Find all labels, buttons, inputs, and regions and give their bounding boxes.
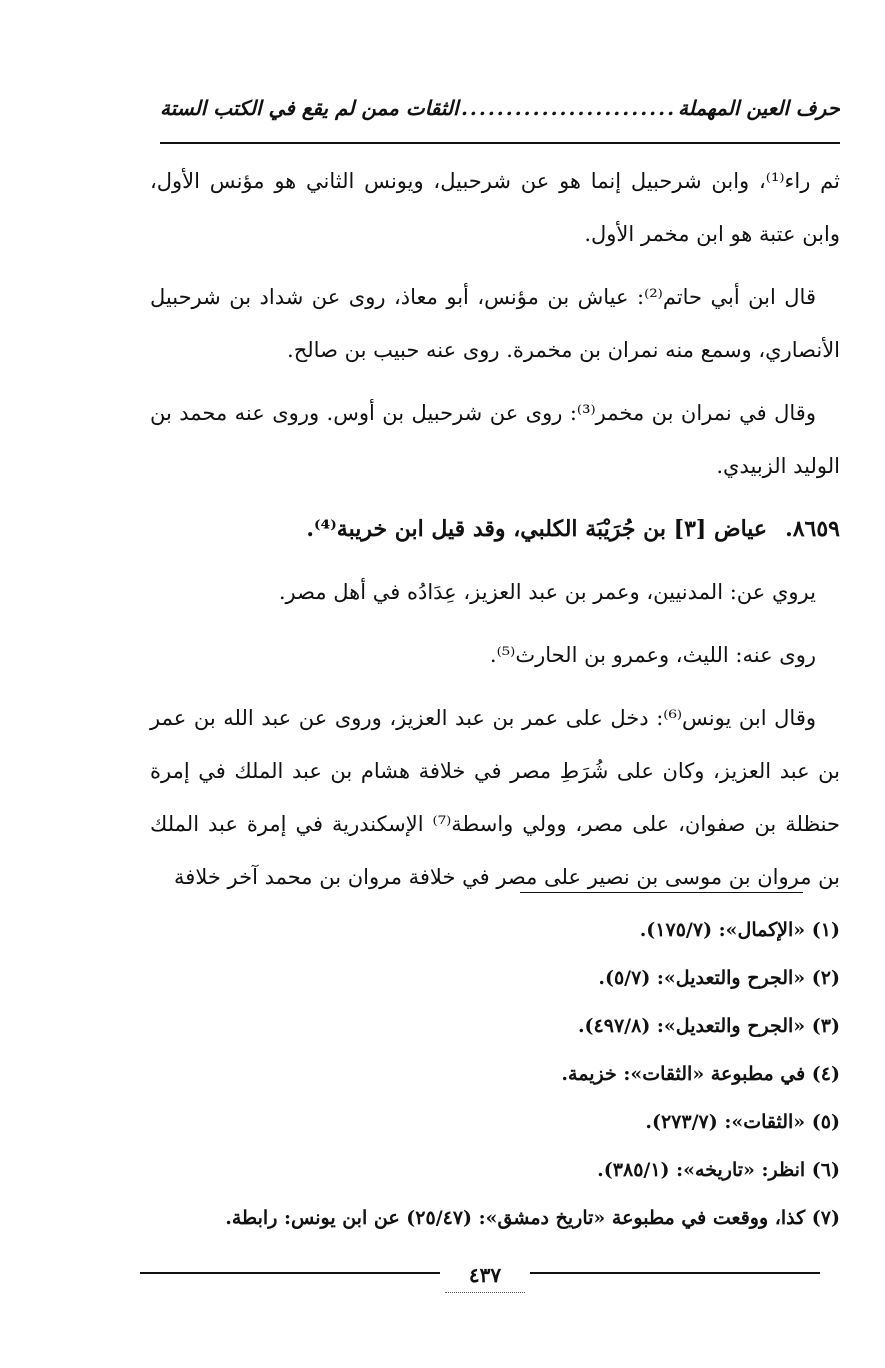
page-footer — [140, 1262, 820, 1296]
footer-rule-right — [530, 1272, 820, 1274]
paragraph: ثم راء⁽¹⁾، وابن شرحبيل إنما هو عن شرحبيل، ويونس الثاني هو مؤنس الأول، وابن عتبة هو ابن مخمر الأول. — [150, 169, 840, 246]
paragraph: قال ابن أبي حاتم⁽²⁾: عياش بن مؤنس، أبو معاذ، روى عن شداد بن شرحبيل الأنصاري، وسمع منه نمران بن مخمرة. روى عنه حبيب بن صالح. — [150, 285, 840, 362]
footnote: (٤) في مطبوعة «الثقات»: خزيمة. — [561, 1063, 840, 1085]
running-header — [160, 96, 840, 144]
paragraph: روى عنه: الليث، وعمرو بن الحارث⁽⁵⁾. — [489, 643, 816, 667]
footnote: (٢) «الجرح والتعديل»: (٥/٧). — [598, 967, 840, 989]
footnote-separator — [520, 892, 803, 893]
entry-heading — [150, 503, 840, 556]
main-text — [150, 155, 840, 914]
footer-rule-left — [140, 1272, 440, 1274]
header-chapter-title: حرف العين المهملة — [678, 96, 840, 120]
header-book-title: الثقات ممن لم يقع في الكتب الستة — [160, 96, 459, 120]
footnote: (٣) «الجرح والتعديل»: (٤٩٧/٨). — [577, 1015, 840, 1037]
footnote: (٦) انظر: «تاريخه»: (٣٨٥/١). — [597, 1159, 840, 1181]
footnotes — [150, 906, 840, 1242]
entry-number: ٨٦٥٩. — [785, 516, 840, 542]
paragraph: يروي عن: المدنيين، وعمر بن عبد العزيز، عِدَادُه في أهل مصر. — [278, 580, 816, 604]
paragraph: وقال في نمران بن مخمر⁽³⁾: روى عن شرحبيل بن أوس. وروى عنه محمد بن الوليد الزبيدي. — [150, 401, 840, 478]
header-dot-leader: ........................ — [460, 96, 677, 120]
footnote: (٧) كذا، ووقعت في مطبوعة «تاريخ دمشق»: (٢٥/٤٧) عن ابن يونس: رابطة. — [225, 1207, 840, 1229]
footnote: (٥) «الثقات»: (٢٧٣/٧). — [645, 1111, 840, 1133]
page-number: ٤٣٧ — [445, 1262, 525, 1293]
footnote: (١) «الإكمال»: (١٧٥/٧). — [639, 919, 840, 941]
entry-title: عياض [٣] بن جُرَيْبَة الكلبي، وقد قيل ابن خريبة⁽⁴⁾. — [306, 516, 768, 542]
paragraph: وقال ابن يونس⁽⁶⁾: دخل على عمر بن عبد العزيز، وروى عن عبد الله بن عمر بن عبد العزيز، وكان على شُرَطِ مصر في خلافة هشام بن عبد الملك في إمرة حنظلة بن صفوان، على مصر، وولي واسطة⁽⁷⁾ الإسكندرية في إمرة عبد الملك بن مروان بن موسى بن نصير على مصر في خلافة مروان بن محمد آخر خلافة — [150, 706, 840, 889]
